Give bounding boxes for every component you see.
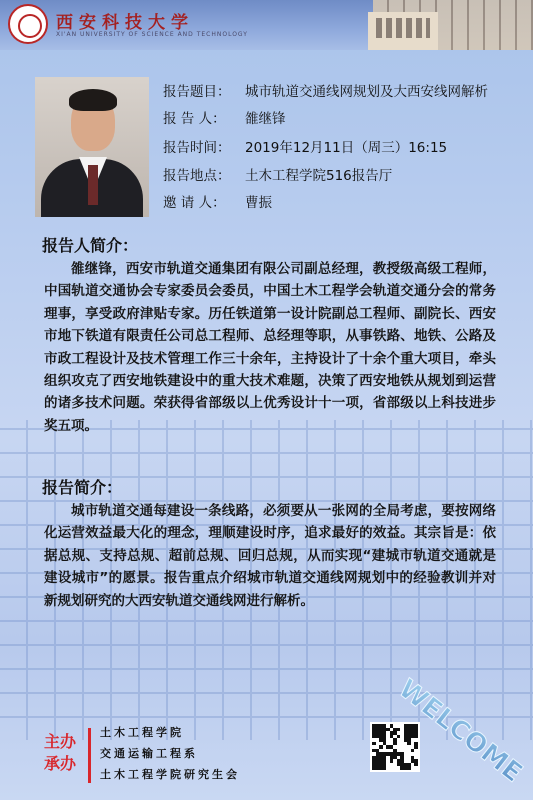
report-venue: 土木工程学院516报告厅 [245,168,393,184]
photo-tie [88,165,98,205]
welcome-text: WELCOME [393,673,528,789]
venue-label: 报告地点： [163,168,231,184]
host-label: 主办 [44,732,77,751]
speaker-photo [35,77,149,217]
organizer-label: 承办 [44,754,77,773]
university-english-name: XI'AN UNIVERSITY OF SCIENCE AND TECHNOLOGY [56,31,248,38]
footer-divider [88,728,91,783]
speaker-name: 雒继锋 [245,111,286,127]
banner-building-image-2 [368,12,438,50]
inviter-name: 曹振 [245,195,272,211]
host-organizer-badge [44,731,76,775]
organizer-item: 交通运输工程系 [100,747,198,760]
speaker-row [163,107,286,127]
organizer-item: 土木工程学院 [100,726,184,739]
abstract-text: 城市轨道交通每建设一条线路，必须要从一张网的全局考虑，要按网络化运营效益最大化的理念，理顺建设时序，追求最好的效益。其宗旨是：依据总规、支持总规、超前总规、回归总规，从而实现“建城市轨道交通就是建设城市”的愿景。报告重点介绍城市轨道交通线网规划中的经验教训并对新规划研究的大西安轨道交通线网进行解析。 [44,503,496,609]
header-banner [0,0,533,50]
abstract-heading: 报告简介： [42,478,123,497]
time-row [163,136,447,156]
time-label: 报告时间： [163,140,231,156]
inviter-label: 邀 请 人： [163,195,226,211]
university-name: 西安科技大学 [56,13,194,33]
report-time: 2019年12月11日（周三）16:15 [245,140,448,156]
inviter-row [163,191,272,211]
bio-text: 雒继锋，西安市轨道交通集团有限公司副总经理，教授级高级工程师，中国轨道交通协会专家委员会委员，中国土木工程学会轨道交通分会的常务理事，享受政府津贴专家。历任铁道第一设计院副总工程师、副院长、西安市地下铁道有限责任公司总工程师、总经理等职，从事铁路、地铁、公路及市政工程设计及技术管理工作三十余年，主持设计了十余个重大项目，牵头组织攻克了西安地铁建设中的重大技术难题，决策了西安地铁从规划到运营的诸多技术问题。荣获得省部级以上优秀设计十一项，省部级以上科技进步奖五项。 [44,261,496,434]
report-title-row [163,80,488,100]
speaker-label: 报 告 人： [163,111,226,127]
welcome-graphic [393,662,533,800]
venue-row [163,164,392,184]
report-title-label: 报告题目： [163,84,231,100]
report-title: 城市轨道交通线网规划及大西安线网解析 [245,84,488,100]
bio-heading: 报告人简介： [42,236,139,255]
photo-hair [69,89,117,111]
organizer-item: 土木工程学院研究生会 [100,768,240,781]
organizers-list [100,722,240,785]
university-logo [8,4,48,44]
